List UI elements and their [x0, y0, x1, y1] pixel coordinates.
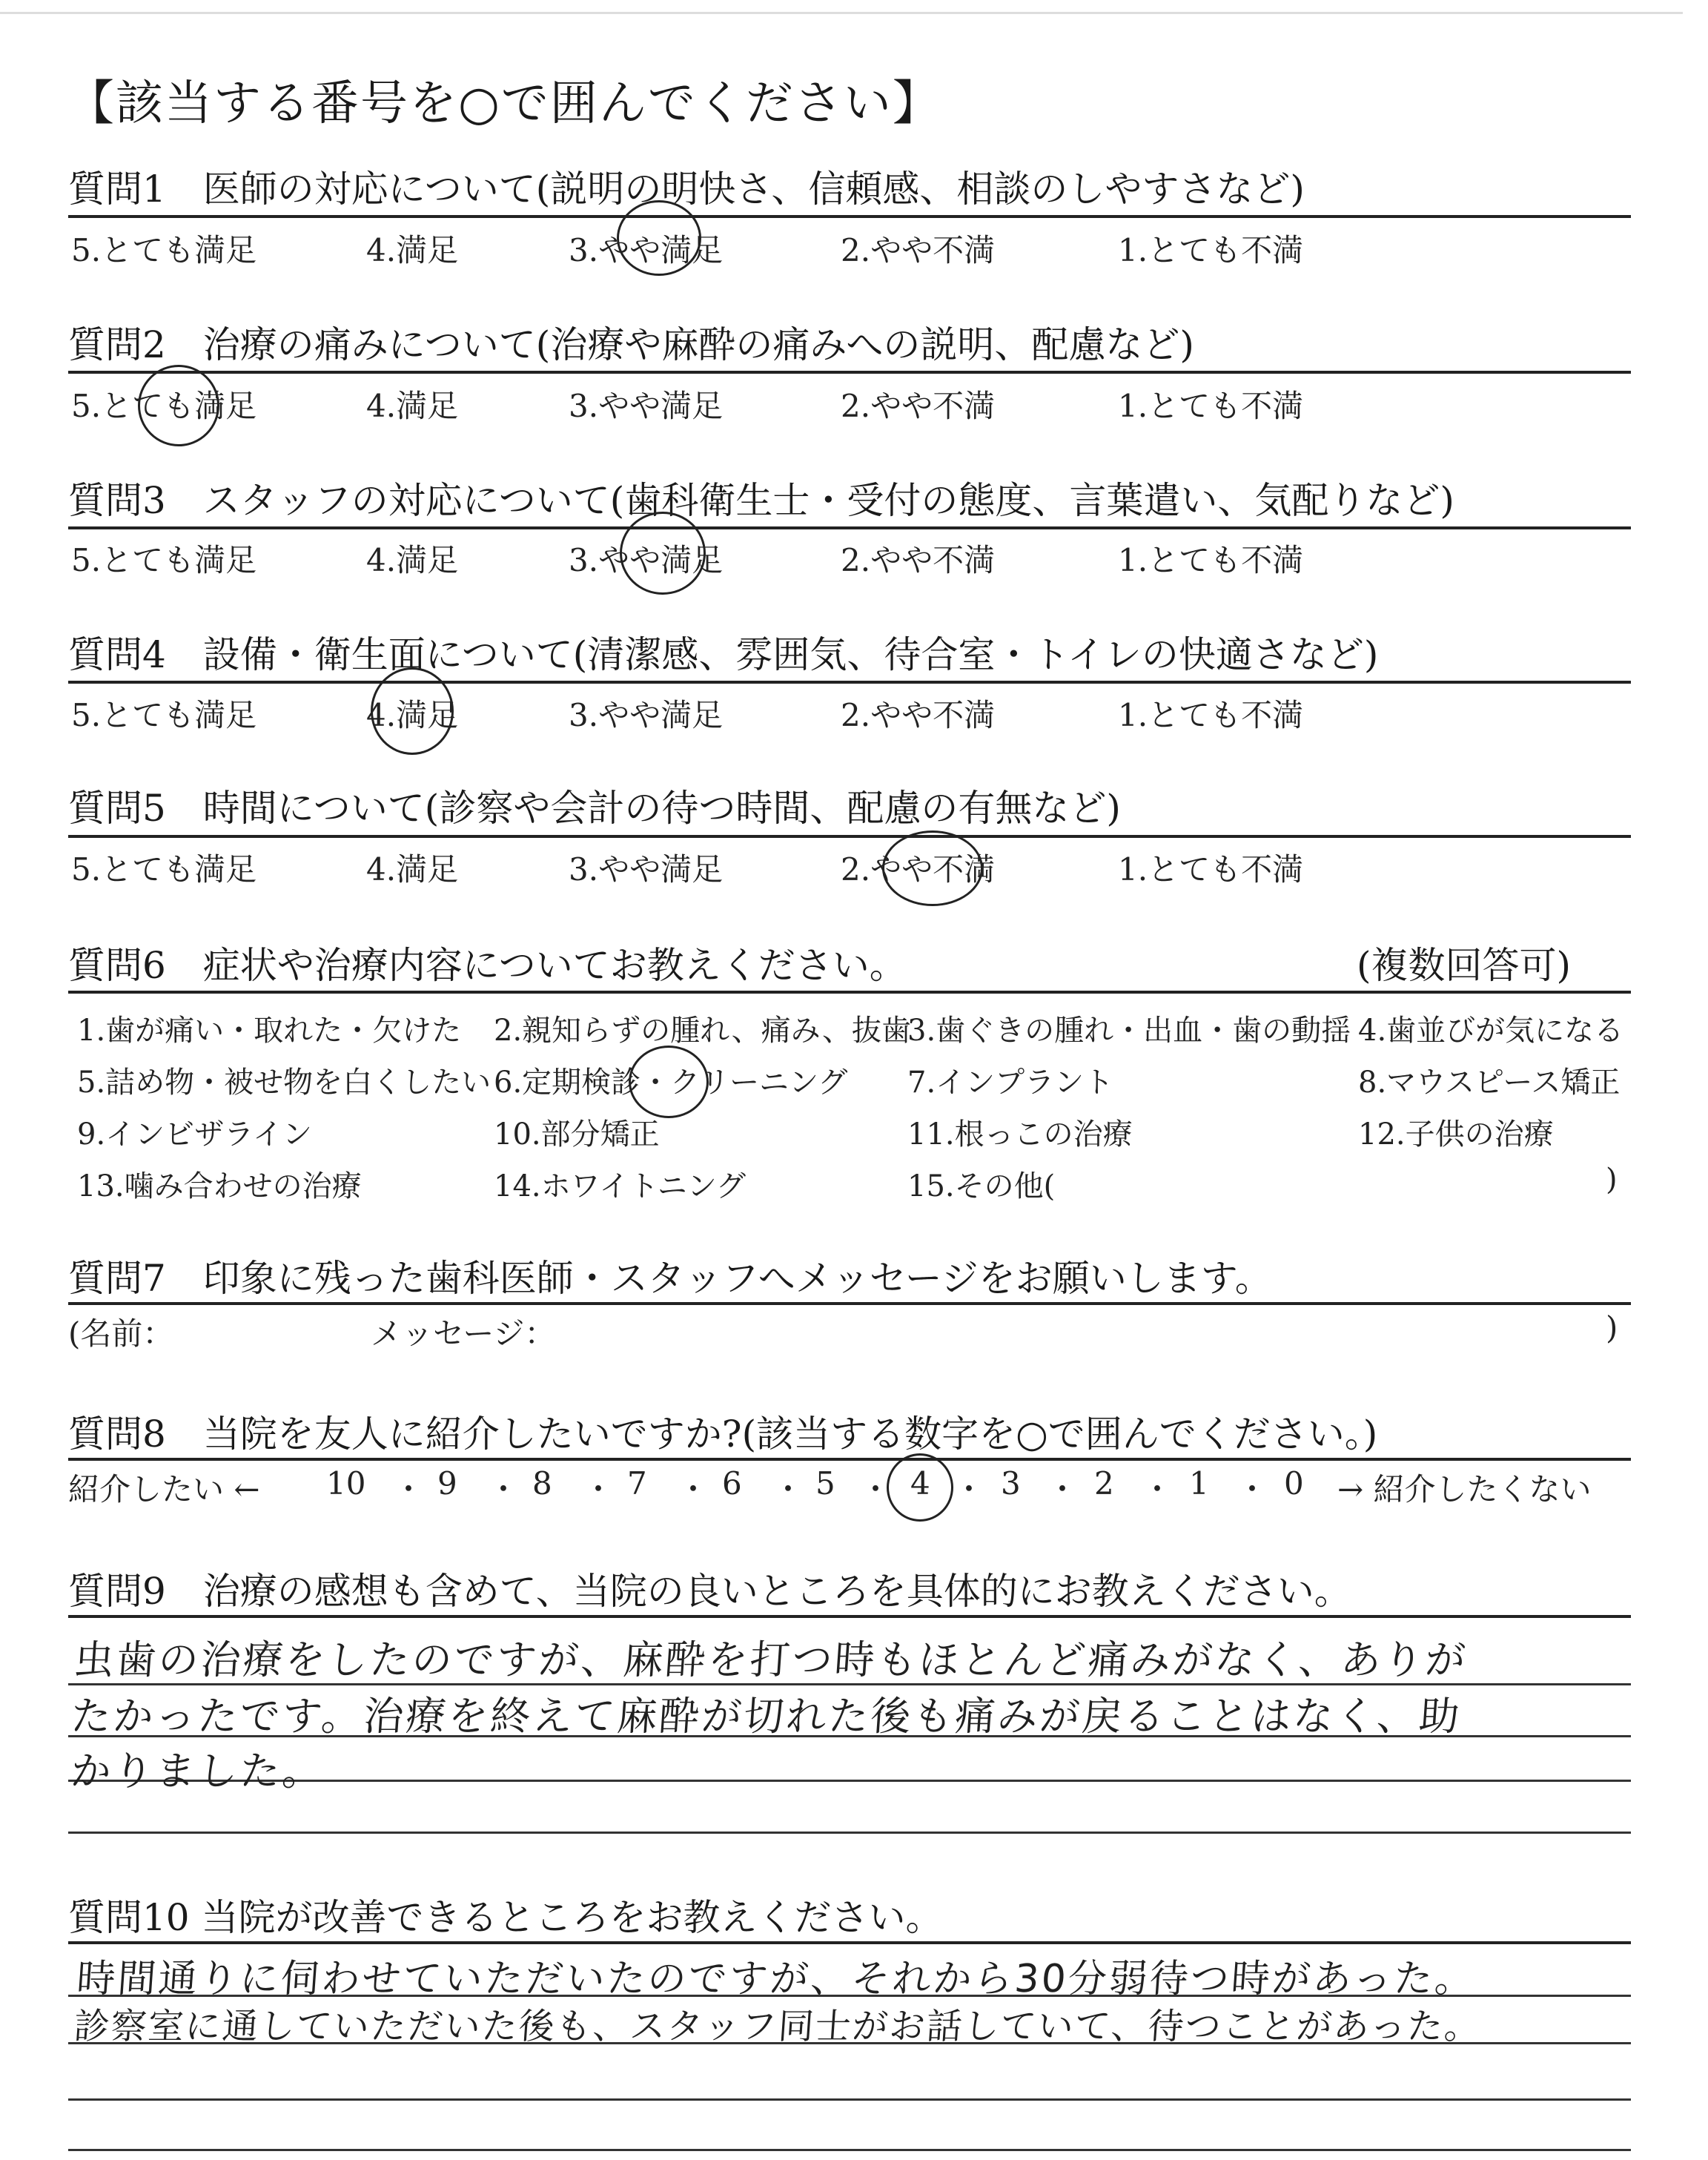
q8-dot: ・: [583, 1471, 615, 1507]
q8-label: 質問8 当院を友人に紹介したいですか?(該当する数字を○で囲んでください。): [68, 1413, 1378, 1456]
q10-answer-line-2: 診察室に通していただいた後も、スタッフ同士がお話していて、待つことがあった。: [72, 2006, 1483, 2047]
q2-label: 質問2 治療の痛みについて(治療や麻酔の痛みへの説明、配慮など): [68, 323, 1194, 366]
q10-answer-rule: [68, 2149, 1631, 2151]
q7-message-label: メッセージ：: [371, 1315, 556, 1352]
q8-dot: ・: [488, 1471, 520, 1507]
q6-option-2[interactable]: 2.親知らずの腫れ、痛み、抜歯: [494, 1014, 911, 1048]
q1-rule: [68, 215, 1631, 218]
q6-option-3[interactable]: 3.歯ぐきの腫れ・出血・歯の動揺: [907, 1014, 1351, 1048]
q6-option-13[interactable]: 13.噛み合わせの治療: [77, 1169, 362, 1203]
q6-option-9[interactable]: 9.インビザライン: [77, 1117, 312, 1152]
q1-selected-circle: [617, 200, 701, 276]
q1-label: 質問1 医師の対応について(説明の明快さ、信頼感、相談のしやすさなど): [68, 168, 1305, 211]
q8-dot: ・: [1047, 1471, 1079, 1507]
q2-option-2[interactable]: 2.やや不満: [841, 388, 996, 424]
q1-option-5[interactable]: 5.とても満足: [71, 232, 257, 268]
q5-label: 質問5 時間について(診察や会計の待つ時間、配慮の有無など): [68, 787, 1121, 830]
q3-option-2[interactable]: 2.やや不満: [841, 542, 996, 578]
q1-option-3[interactable]: 3.やや満足: [569, 232, 724, 268]
q6-option-10[interactable]: 10.部分矯正: [494, 1117, 660, 1152]
q7-close: ): [1606, 1309, 1618, 1346]
q8-rule: [68, 1458, 1631, 1461]
q4-selected-circle: [371, 667, 454, 755]
q8-scale-9[interactable]: 9: [437, 1465, 457, 1502]
q8-scale-6[interactable]: 6: [722, 1465, 742, 1502]
q8-scale-4[interactable]: 4: [910, 1465, 930, 1502]
q9-answer-line-3: かりました。: [69, 1748, 326, 1794]
q2-selected-circle: [138, 365, 219, 446]
q6-option-7[interactable]: 7.インプラント: [907, 1066, 1114, 1100]
q7-name-label: (名前：: [68, 1315, 174, 1352]
q8-dot: ・: [772, 1471, 804, 1507]
q1-option-2[interactable]: 2.やや不満: [841, 232, 996, 268]
q4-option-2[interactable]: 2.やや不満: [841, 697, 996, 733]
q3-option-1[interactable]: 1.とても不満: [1118, 542, 1304, 578]
q4-rule: [68, 681, 1631, 684]
q7-label: 質問7 印象に残った歯科医師・スタッフへメッセージをお願いします。: [68, 1257, 1272, 1300]
q2-option-4[interactable]: 4.満足: [366, 388, 459, 424]
q9-label: 質問9 治療の感想も含めて、当院の良いところを具体的にお教えください。: [68, 1570, 1351, 1613]
q4-option-1[interactable]: 1.とても不満: [1118, 697, 1304, 733]
q8-scale-0[interactable]: 0: [1284, 1465, 1304, 1502]
q3-label: 質問3 スタッフの対応について(歯科衛生士・受付の態度、言葉遣い、気配りなど): [68, 479, 1454, 522]
q5-option-2[interactable]: 2.やや不満: [841, 851, 996, 888]
q6-option-1[interactable]: 1.歯が痛い・取れた・欠けた: [77, 1014, 462, 1048]
q6-option-8[interactable]: 8.マウスピース矯正: [1358, 1066, 1621, 1100]
q2-option-3[interactable]: 3.やや満足: [569, 388, 724, 424]
q8-scale-5[interactable]: 5: [815, 1465, 835, 1502]
q9-answer-rule: [68, 1832, 1631, 1834]
q4-option-5[interactable]: 5.とても満足: [71, 697, 257, 733]
q6-option-14[interactable]: 14.ホワイトニング: [494, 1169, 747, 1203]
q9-answer-line-2: たかったです。治療を終えて麻酔が切れた後も痛みが戻ることはなく、助: [69, 1693, 1463, 1740]
q8-scale-10[interactable]: 10: [326, 1465, 366, 1502]
q8-scale-1[interactable]: 1: [1189, 1465, 1209, 1502]
q7-rule: [68, 1302, 1631, 1305]
q1-option-4[interactable]: 4.満足: [366, 232, 459, 268]
q2-option-1[interactable]: 1.とても不満: [1118, 388, 1304, 424]
q8-right-label: → 紹介したくない: [1337, 1471, 1592, 1507]
q2-option-5[interactable]: 5.とても満足: [71, 388, 257, 424]
q1-option-1[interactable]: 1.とても不満: [1118, 232, 1304, 268]
q4-option-4[interactable]: 4.満足: [366, 697, 459, 733]
q9-rule: [68, 1615, 1631, 1618]
q4-label: 質問4 設備・衛生面について(清潔感、雰囲気、待合室・トイレの快適さなど): [68, 633, 1379, 676]
q8-scale-2[interactable]: 2: [1094, 1465, 1114, 1502]
q6-option-6[interactable]: 6.定期検診・クリーニング: [494, 1066, 848, 1100]
q5-rule: [68, 835, 1631, 838]
q8-scale-8[interactable]: 8: [532, 1465, 552, 1502]
q6-rule: [68, 991, 1631, 994]
q8-dot: ・: [1237, 1471, 1268, 1507]
q6-option-15-close: ): [1606, 1163, 1618, 1197]
q8-dot: ・: [860, 1471, 892, 1507]
q2-rule: [68, 371, 1631, 374]
q8-dot: ・: [393, 1471, 425, 1507]
q8-scale-7[interactable]: 7: [627, 1465, 647, 1502]
q9-answer-line-1: 虫歯の治療をしたのですが、麻酔を打つ時もほとんど痛みがなく、ありが: [72, 1636, 1469, 1683]
q3-option-4[interactable]: 4.満足: [366, 542, 459, 578]
q6-option-11[interactable]: 11.根っこの治療: [907, 1117, 1133, 1152]
q5-option-1[interactable]: 1.とても不満: [1118, 851, 1304, 888]
q6-option-15[interactable]: 15.その他(: [907, 1169, 1056, 1203]
q5-option-3[interactable]: 3.やや満足: [569, 851, 724, 888]
q10-answer-rule: [68, 2098, 1631, 2101]
q6-option-5[interactable]: 5.詰め物・被せ物を白くしたい: [77, 1066, 491, 1100]
q6-option-4[interactable]: 4.歯並びが気になる: [1358, 1014, 1624, 1048]
q10-answer-line-1: 時間通りに伺わせていただいたのですが、それから30分弱待つ時があった。: [75, 1957, 1477, 2001]
q8-selected-circle: [887, 1453, 953, 1522]
q5-selected-circle: [882, 830, 983, 906]
q5-option-4[interactable]: 4.満足: [366, 851, 459, 888]
q6-note: (複数回答可): [1357, 944, 1572, 987]
q6-label: 質問6 症状や治療内容についてお教えください。: [68, 944, 907, 987]
q8-left-label: 紹介したい ←: [68, 1471, 260, 1507]
q3-option-5[interactable]: 5.とても満足: [71, 542, 257, 578]
q6-option-12[interactable]: 12.子供の治療: [1358, 1117, 1554, 1152]
q5-option-5[interactable]: 5.とても満足: [71, 851, 257, 888]
q10-rule: [68, 1941, 1631, 1944]
q8-dot: ・: [1142, 1471, 1174, 1507]
page-top-edge: [0, 12, 1683, 14]
q3-selected-circle: [620, 512, 706, 595]
q8-dot: ・: [678, 1471, 709, 1507]
q8-dot: ・: [953, 1471, 985, 1507]
q3-rule: [68, 526, 1631, 529]
q8-scale-3[interactable]: 3: [1001, 1465, 1021, 1502]
page-title: 【該当する番号を○で囲んでください】: [67, 76, 941, 131]
q4-option-3[interactable]: 3.やや満足: [569, 697, 724, 733]
q6-selected-circle: [629, 1046, 709, 1118]
q10-label: 質問10 当院が改善できるところをお教えください。: [68, 1896, 943, 1939]
q3-option-3[interactable]: 3.やや満足: [569, 542, 724, 578]
